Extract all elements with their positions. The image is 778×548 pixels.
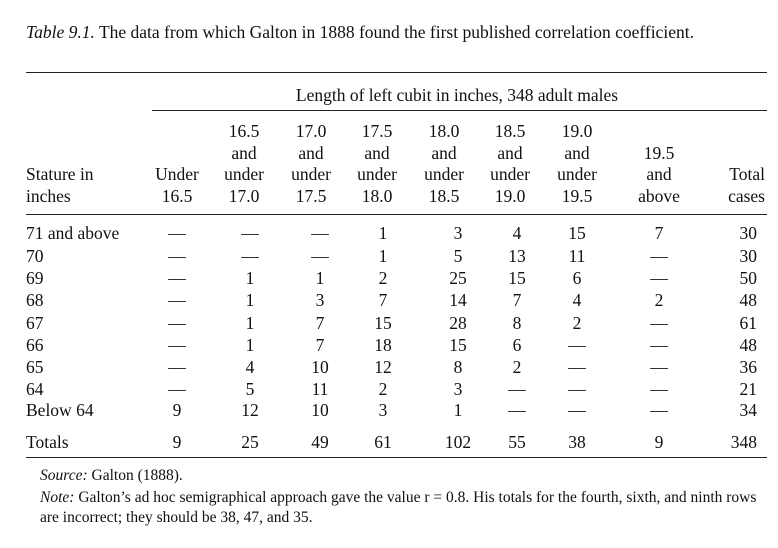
table-cell: 1 — [245, 335, 255, 355]
spanner-rule — [152, 110, 767, 111]
table-cell: — — [168, 335, 186, 355]
source-label: Source: — [40, 467, 88, 484]
table-cell: — — [241, 223, 259, 243]
table-cell: 2 — [378, 379, 388, 399]
table-cell: 3 — [315, 290, 325, 310]
note-label: Note: — [40, 489, 75, 506]
column-header-line: Total — [729, 164, 765, 184]
table-cell: 10 — [311, 400, 329, 420]
table-cell: 8 — [453, 357, 463, 377]
table-cell: 1 — [315, 268, 325, 288]
table-cell: 7 — [315, 335, 325, 355]
totals-cell: 38 — [568, 432, 586, 452]
row-label: 65 — [26, 357, 44, 377]
column-header-line: 19.5 — [643, 143, 675, 163]
table-cell: 25 — [449, 268, 467, 288]
column-header-line: 19.0 — [494, 186, 526, 206]
column-header-line: 17.5 — [295, 186, 327, 206]
table-cell: 1 — [245, 268, 255, 288]
table-cell: 15 — [449, 335, 467, 355]
table-cell: 4 — [572, 290, 582, 310]
column-header-line: and — [497, 143, 523, 163]
table-cell: — — [311, 246, 329, 266]
totals-cell: 49 — [311, 432, 329, 452]
table-cell: — — [168, 313, 186, 333]
stub-header-line: inches — [26, 186, 71, 206]
table-cell: 15 — [374, 313, 392, 333]
table-cell: — — [311, 223, 329, 243]
table-cell: 15 — [568, 223, 586, 243]
table-cell: 18 — [374, 335, 392, 355]
table-cell: — — [508, 400, 526, 420]
row-total-cell: 48 — [739, 290, 757, 310]
totals-cell: 348 — [730, 432, 757, 452]
column-header-line: and — [564, 143, 590, 163]
row-label: 70 — [26, 246, 44, 266]
column-header-line: 19.5 — [561, 186, 593, 206]
column-header-line: and — [364, 143, 390, 163]
table-cell: 7 — [512, 290, 522, 310]
table-cell: 1 — [245, 290, 255, 310]
column-header-line: 18.5 — [428, 186, 460, 206]
column-header-line: above — [638, 186, 680, 206]
table-cell: 11 — [568, 246, 586, 266]
row-total-cell: 50 — [739, 268, 757, 288]
column-header-line: under — [424, 164, 464, 184]
top-rule — [26, 72, 767, 73]
table-cell: — — [650, 268, 668, 288]
table-cell: 11 — [311, 379, 329, 399]
column-header-line: 16.5 — [228, 121, 260, 141]
column-header-line: Under — [155, 164, 199, 184]
table-caption — [26, 22, 756, 43]
table-cell: 2 — [572, 313, 582, 333]
table-cell: — — [650, 400, 668, 420]
column-header-line: 19.0 — [561, 121, 593, 141]
column-header-line: 18.5 — [494, 121, 526, 141]
bottom-rule — [26, 457, 767, 458]
row-total-cell: 21 — [739, 379, 757, 399]
table-cell: — — [650, 246, 668, 266]
column-header-line: and — [298, 143, 324, 163]
table-cell: — — [650, 313, 668, 333]
table-cell: 3 — [378, 400, 388, 420]
table-cell: — — [168, 246, 186, 266]
column-header-line: 16.5 — [161, 186, 193, 206]
source-text: Galton (1888). — [91, 467, 183, 484]
row-label: 68 — [26, 290, 44, 310]
column-header-line: 17.5 — [361, 121, 393, 141]
column-header-line: cases — [728, 186, 765, 206]
table-title: The data from which Galton in 1888 found the first published correlation coefficient. — [98, 22, 694, 42]
table-cell: 7 — [315, 313, 325, 333]
table-cell: — — [168, 223, 186, 243]
note-text: Galton’s ad hoc semigraphical approach gave the value r = 0.8. His totals for the fourth, sixth, and ninth rows are incorrect; they should be 38, 47, and 35. — [40, 489, 757, 526]
column-header-line: and — [646, 164, 672, 184]
header-rule — [26, 214, 767, 215]
table-cell: 8 — [512, 313, 522, 333]
table-cell: 2 — [378, 268, 388, 288]
table-label: Table 9.1. — [26, 22, 95, 42]
table-cell: 12 — [374, 357, 392, 377]
column-header-line: under — [357, 164, 397, 184]
row-label: Below 64 — [26, 400, 94, 420]
table-cell: — — [568, 400, 586, 420]
table-cell: 5 — [245, 379, 255, 399]
table-cell: 6 — [512, 335, 522, 355]
source-note — [40, 466, 183, 486]
row-label: 69 — [26, 268, 44, 288]
table-cell: — — [568, 335, 586, 355]
table-cell: 5 — [453, 246, 463, 266]
column-header-line: under — [557, 164, 597, 184]
row-total-cell: 48 — [739, 335, 757, 355]
table-cell: 28 — [449, 313, 467, 333]
row-total-cell: 30 — [739, 246, 757, 266]
row-total-cell: 36 — [739, 357, 757, 377]
table-cell: — — [568, 357, 586, 377]
totals-cell: 9 — [172, 432, 182, 452]
table-cell: 7 — [654, 223, 664, 243]
column-header-line: under — [291, 164, 331, 184]
table-cell: 12 — [241, 400, 259, 420]
column-header-line: and — [431, 143, 457, 163]
table-cell: 10 — [311, 357, 329, 377]
table-cell: 15 — [508, 268, 526, 288]
table-cell: 6 — [572, 268, 582, 288]
table-cell: 7 — [378, 290, 388, 310]
table-cell: — — [168, 379, 186, 399]
column-header-line: 17.0 — [228, 186, 260, 206]
totals-cell: 25 — [241, 432, 259, 452]
row-total-cell: 30 — [739, 223, 757, 243]
column-header-line: under — [224, 164, 264, 184]
totals-cell: 9 — [654, 432, 664, 452]
stub-header-line: Stature in — [26, 164, 94, 184]
totals-cell: 55 — [508, 432, 526, 452]
row-label: 67 — [26, 313, 44, 333]
table-cell: 3 — [453, 379, 463, 399]
table-cell: 1 — [378, 246, 388, 266]
table-cell: 2 — [512, 357, 522, 377]
table-cell: — — [241, 246, 259, 266]
column-header-line: and — [231, 143, 257, 163]
table-cell: — — [650, 357, 668, 377]
table-cell: 1 — [378, 223, 388, 243]
table-cell: — — [168, 290, 186, 310]
table-cell: 4 — [512, 223, 522, 243]
row-label: 64 — [26, 379, 44, 399]
column-spanner: Length of left cubit in inches, 348 adult males — [295, 85, 619, 105]
totals-cell: 102 — [444, 432, 472, 452]
table-cell: — — [650, 335, 668, 355]
table-cell: — — [508, 379, 526, 399]
table-cell: 1 — [245, 313, 255, 333]
table-cell: 3 — [453, 223, 463, 243]
row-label: 71 and above — [26, 223, 120, 243]
table-cell: — — [168, 357, 186, 377]
column-header-line: 18.0 — [428, 121, 460, 141]
row-total-cell: 61 — [739, 313, 757, 333]
table-cell: 9 — [172, 400, 182, 420]
column-header-line: under — [490, 164, 530, 184]
column-header-line: 17.0 — [295, 121, 327, 141]
column-header-line: 18.0 — [361, 186, 393, 206]
table-cell: 14 — [449, 290, 467, 310]
table-cell: 13 — [508, 246, 526, 266]
table-cell: — — [650, 379, 668, 399]
table-cell: 4 — [245, 357, 255, 377]
table-cell: 2 — [654, 290, 664, 310]
table-cell: 1 — [453, 400, 463, 420]
table-cell: — — [568, 379, 586, 399]
totals-cell: 61 — [374, 432, 392, 452]
table-note — [40, 488, 760, 528]
row-total-cell: 34 — [739, 400, 757, 420]
row-label: 66 — [26, 335, 44, 355]
table-cell: — — [168, 268, 186, 288]
totals-label: Totals — [26, 432, 69, 452]
